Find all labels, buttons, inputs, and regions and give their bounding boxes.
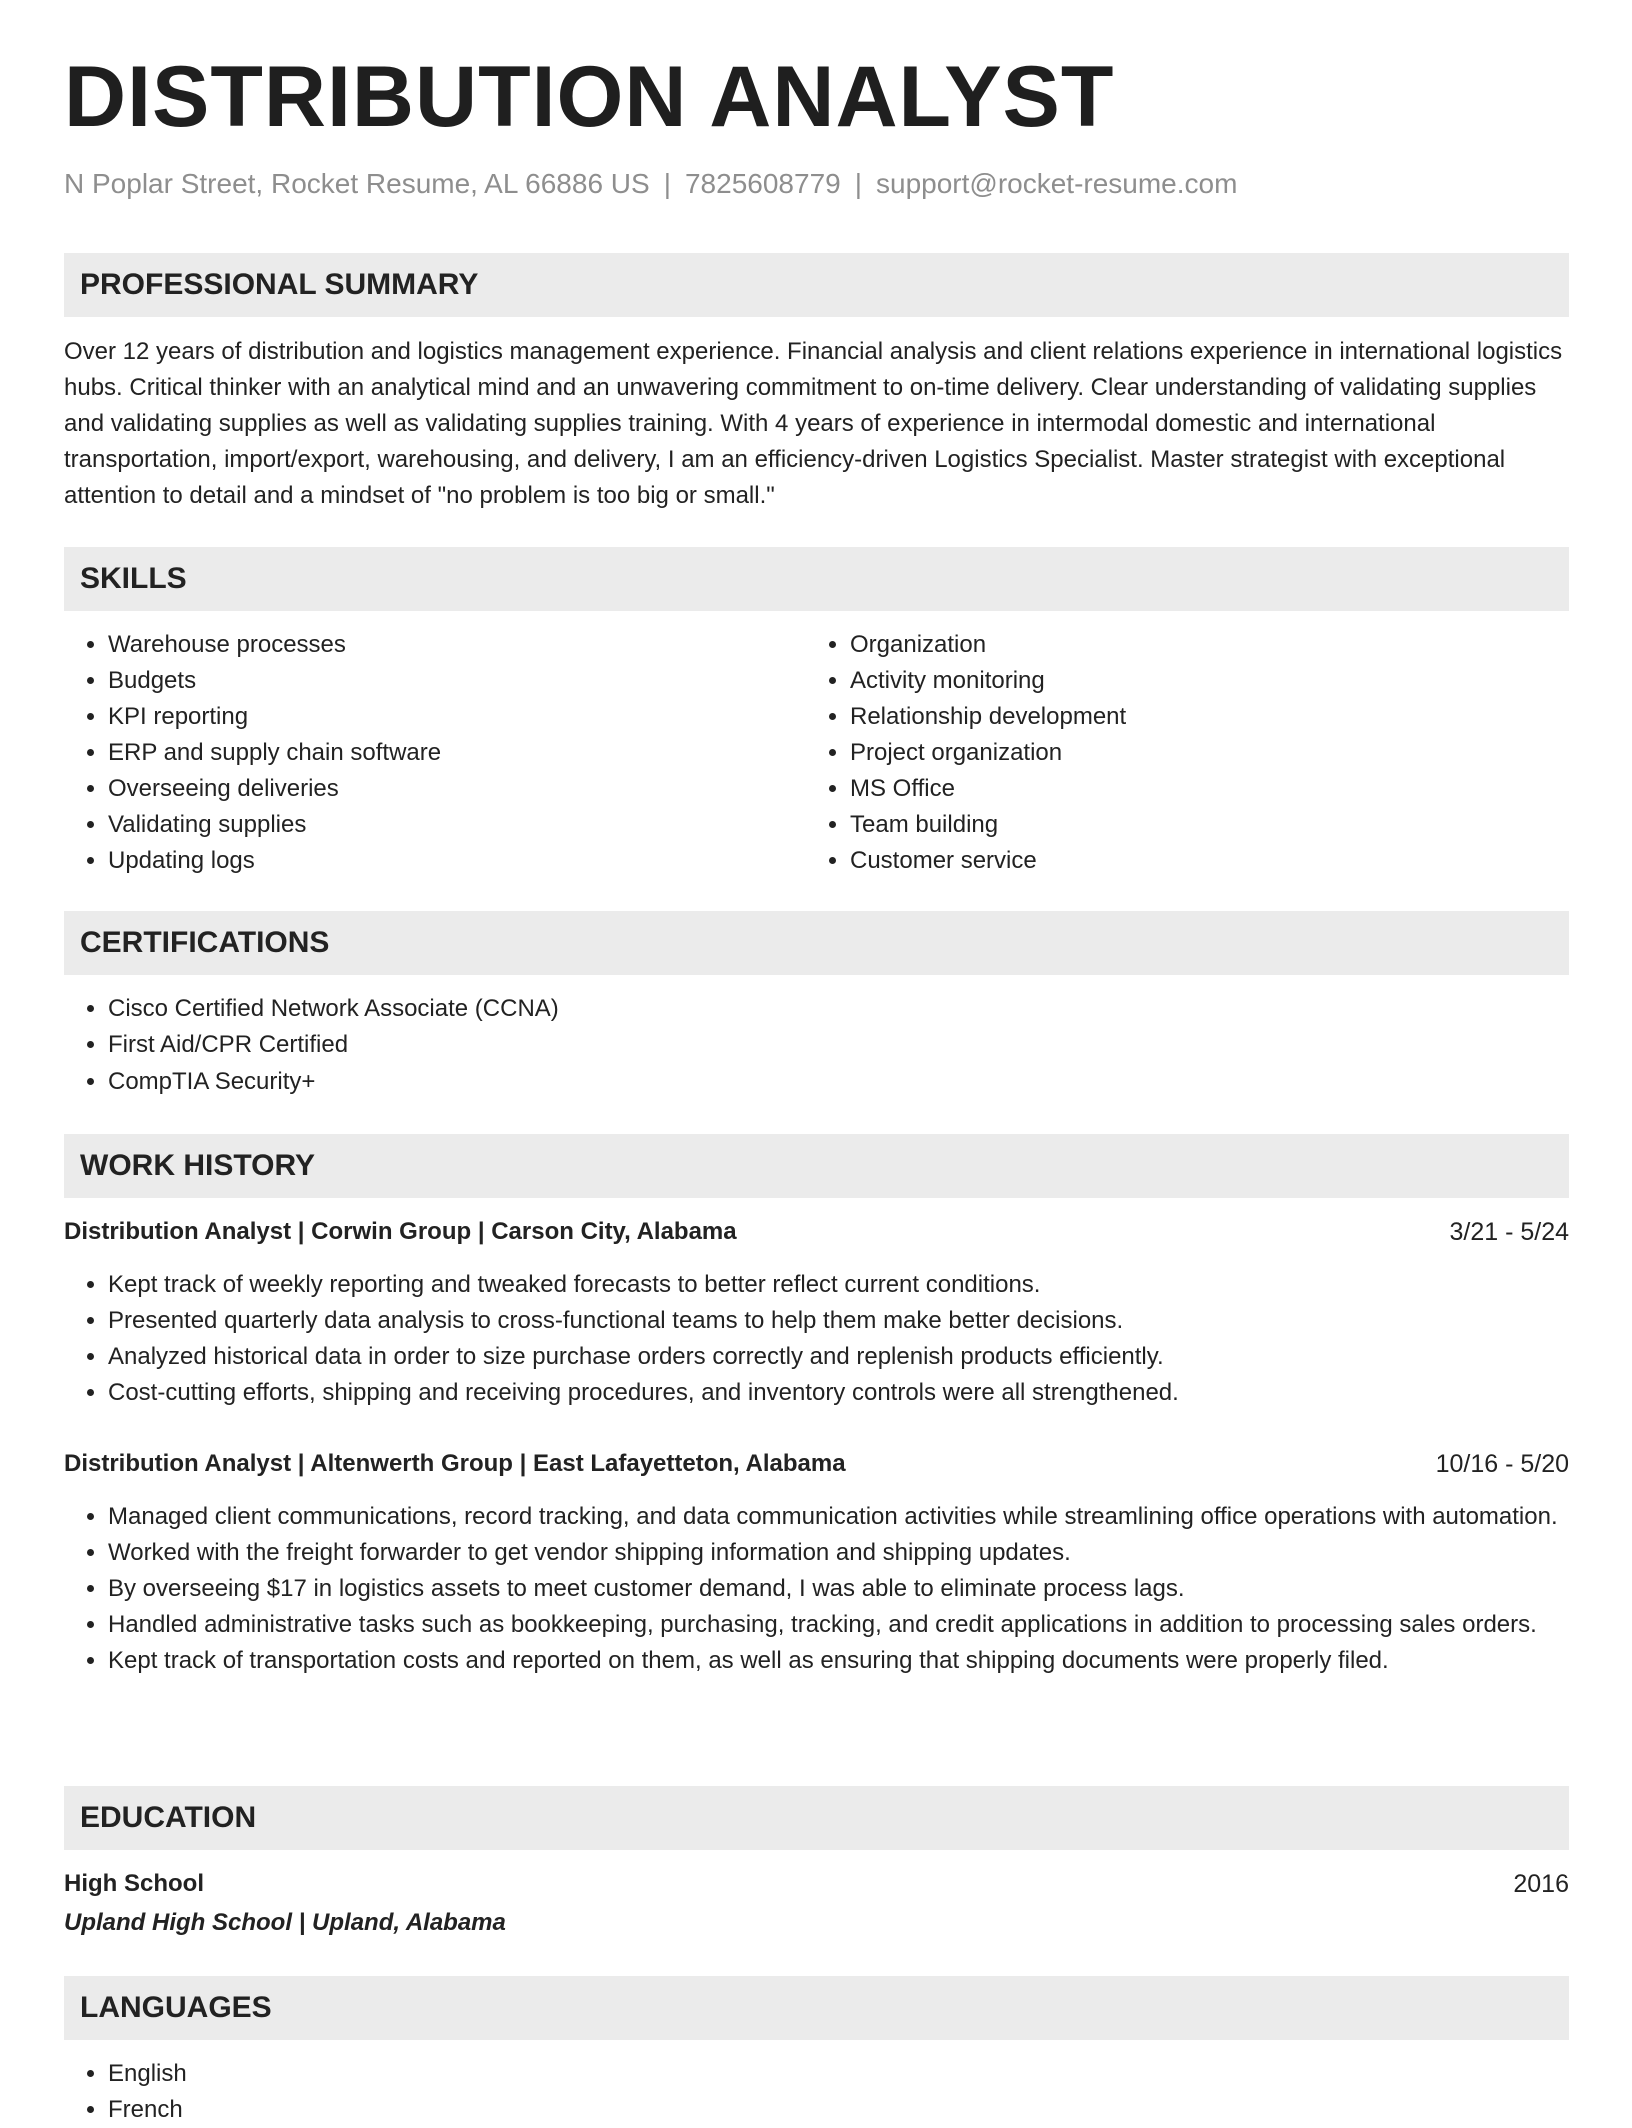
skill-item: • Overseeing deliveries — [108, 771, 441, 807]
job-bullets — [64, 1267, 1569, 1411]
skill-item: • ERP and supply chain software — [108, 735, 441, 771]
skill-item: • Budgets — [108, 663, 441, 699]
skill-item: • Customer service — [850, 843, 1126, 879]
skill-item: • Activity monitoring — [850, 663, 1126, 699]
skill-item: • Organization — [850, 627, 1126, 663]
job-bullet: • Kept track of transportation costs and reported on them, as well as ensuring that shipping documents were properly filed. — [108, 1643, 1569, 1679]
job-dates: 10/16 - 5/20 — [1435, 1450, 1569, 1478]
job-dates: 3/21 - 5/24 — [1449, 1218, 1569, 1246]
job-bullet: • Cost-cutting efforts, shipping and receiving procedures, and inventory controls were all strengthened. — [108, 1375, 1569, 1411]
job-bullet: • Kept track of weekly reporting and tweaked forecasts to better reflect current conditions. — [108, 1267, 1569, 1303]
skill-item: • KPI reporting — [108, 699, 441, 735]
job-bullet: • Presented quarterly data analysis to cross-functional teams to help them make better decisions. — [108, 1303, 1569, 1339]
job-bullet: • Handled administrative tasks such as bookkeeping, purchasing, tracking, and credit applications in addition to processing sales orders. — [108, 1607, 1569, 1643]
skills-list-left — [64, 627, 441, 879]
contact-separator: | — [854, 168, 862, 199]
work-history-heading: WORK HISTORY — [64, 1134, 1569, 1198]
language-item: • French — [108, 2092, 187, 2128]
skill-item: • Updating logs — [108, 843, 441, 879]
summary-heading: PROFESSIONAL SUMMARY — [64, 253, 1569, 317]
languages-heading: LANGUAGES — [64, 1976, 1569, 2040]
job-bullet: • Worked with the freight forwarder to get vendor shipping information and shipping updates. — [108, 1535, 1569, 1571]
education-heading: EDUCATION — [64, 1786, 1569, 1850]
job-title: Distribution Analyst | Altenwerth Group | East Lafayetteton, Alabama — [64, 1450, 846, 1477]
education-institution: Upland High School | Upland, Alabama — [64, 1909, 506, 1936]
job-title: Distribution Analyst | Corwin Group | Carson City, Alabama — [64, 1218, 737, 1245]
skill-item: • Project organization — [850, 735, 1126, 771]
summary-text: Over 12 years of distribution and logistics management experience. Financial analysis and client relations experience in international logistics hubs. Critical thinker with an analytical mind and an unwavering commitment to on-time delivery. Clear understanding of validating supplies and validating supplies as well as validating supplies training. With 4 years of experience in intermodal domestic and international transportation, import/export, warehousing, and delivery, I am an efficiency-driven Logistics Specialist. Master strategist with exceptional attention to detail and a mindset of "no problem is too big or small." — [64, 338, 1563, 509]
skill-item: • Warehouse processes — [108, 627, 441, 663]
education-degree: High School — [64, 1870, 204, 1897]
contact-phone: 7825608779 — [684, 168, 841, 199]
contact-email: support@rocket-resume.com — [876, 168, 1238, 199]
contact-separator: | — [663, 168, 671, 199]
skill-item: • Validating supplies — [108, 807, 441, 843]
resume-title: DISTRIBUTION ANALYST — [64, 49, 1115, 145]
skills-heading: SKILLS — [64, 547, 1569, 611]
skill-item: • Relationship development — [850, 699, 1126, 735]
skills-list-right — [806, 627, 1126, 879]
job-bullet: • By overseeing $17 in logistics assets to meet customer demand, I was able to eliminate process lags. — [108, 1571, 1569, 1607]
job-bullet: • Managed client communications, record tracking, and data communication activities while streamlining office operations with automation. — [108, 1499, 1569, 1535]
job-bullet: • Analyzed historical data in order to size purchase orders correctly and replenish products efficiently. — [108, 1339, 1569, 1375]
skill-item: • MS Office — [850, 771, 1126, 807]
certification-item: • First Aid/CPR Certified — [108, 1027, 559, 1063]
certifications-list — [64, 991, 559, 1100]
certifications-heading: CERTIFICATIONS — [64, 911, 1569, 975]
skill-item: • Team building — [850, 807, 1126, 843]
job-bullets — [64, 1499, 1569, 1679]
language-item: • English — [108, 2056, 187, 2092]
contact-line — [64, 168, 1237, 200]
certification-item: • CompTIA Security+ — [108, 1064, 559, 1100]
certification-item: • Cisco Certified Network Associate (CCNA) — [108, 991, 559, 1027]
contact-address: N Poplar Street, Rocket Resume, AL 66886 US — [64, 168, 650, 199]
education-year: 2016 — [1513, 1870, 1569, 1898]
languages-list — [64, 2056, 187, 2128]
